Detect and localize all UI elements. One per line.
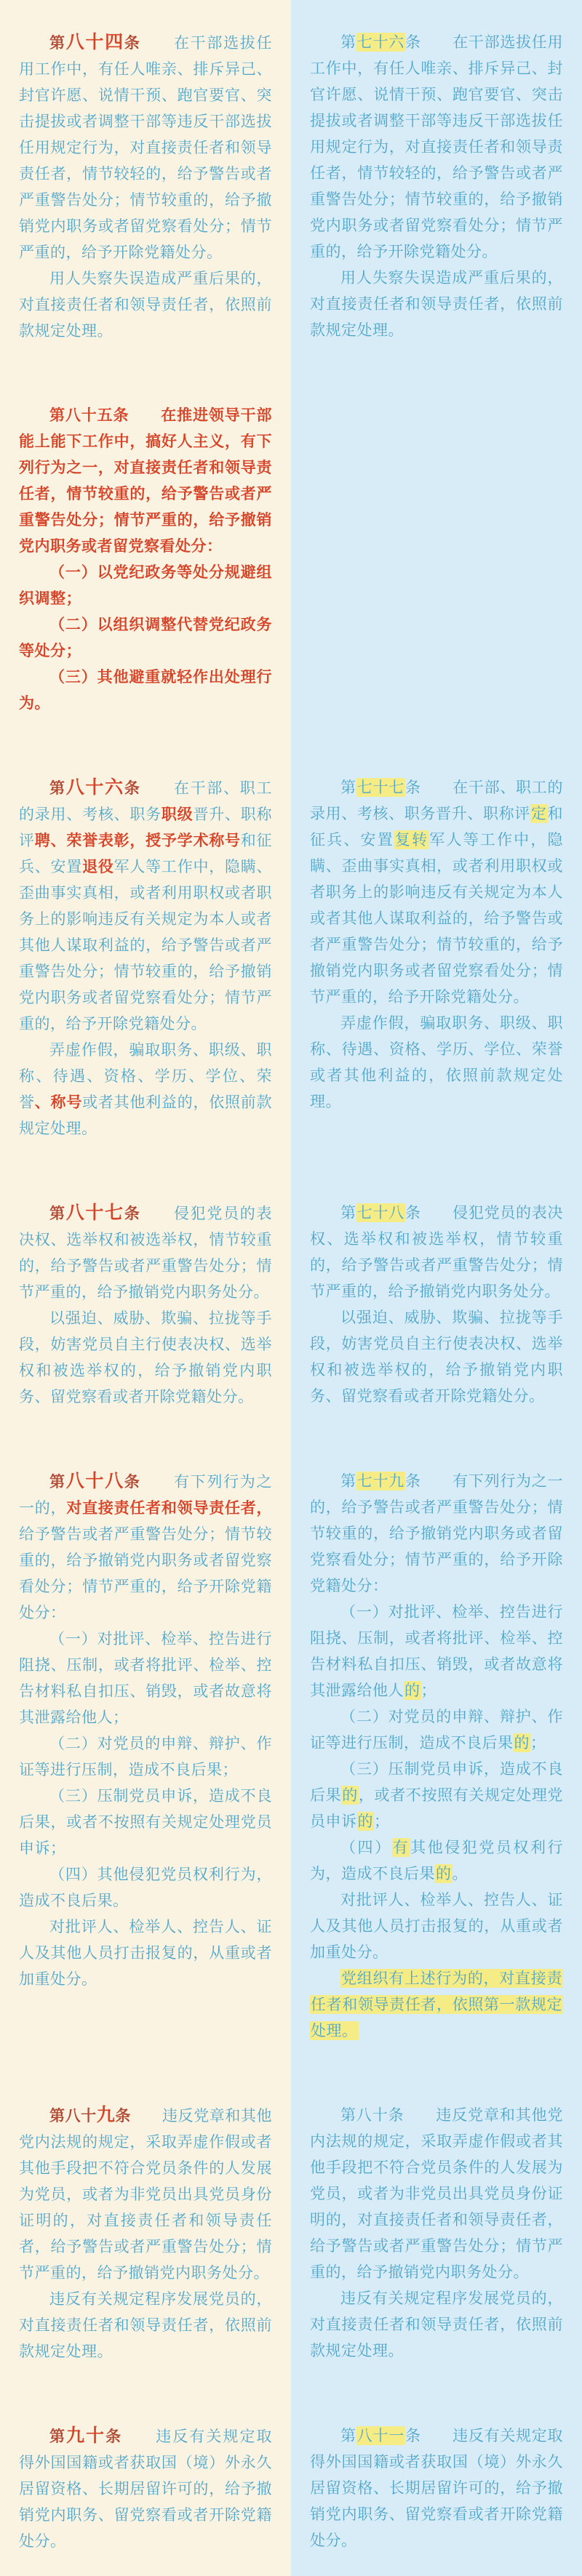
text-segment-article-header-number-bright-red-bold-large: 九: [96, 2104, 116, 2125]
text-segment-normal-teal-text: 在干部选拔任用工作中，有任人唯亲、排斥异己、封官许愿、说情干预、跑官要官、突击提拔或者调整干部等违反干部选拔任用规定行为，对直接责任者和领导责任者，情节较轻的，给予警告或者严重警告处分；情节较重的，给予撤销党内职务或者留党察看处分；情节严重的，给予开除党籍处分。: [19, 34, 273, 261]
text-segment-normal-teal-text: （一）对批评、检举、控告进行阻挠、压制，或者将批评、检举、控告材料私自扣压、销毁，或者故意将其泄露给他人；: [19, 1630, 272, 1726]
new-regulation-article: [0, 2102, 291, 2364]
paragraph: [19, 2286, 272, 2364]
text-segment-revision-addition-red-bold: 第八十五条 在推进领导干部能上能下工作中，搞好人主义，有下列行为之一，对直接责任者和领导责任者，情节较重的，给予警告或者严重警告处分；情节严重的，给予撤销党内职务或者留党察看处分：: [19, 406, 272, 555]
text-segment-normal-teal-text: ，或者不按照有关规定处理党员申诉: [310, 1786, 564, 1830]
text-segment-normal-teal-text: 侵犯党员的表决权、选举权和被选举权，情节较重的，给予警告或者严重警告处分；情节严重的，给予撤销党内职务处分。: [19, 1205, 273, 1301]
text-segment-normal-teal-text: 第: [340, 779, 356, 796]
paragraph: [310, 774, 563, 1010]
paragraph: [310, 2285, 563, 2364]
text-segment-revision-addition-red-bold: （二）以组织调整代替党纪政务等处分；: [19, 616, 272, 659]
text-segment-normal-teal-text: 弄虚作假，骗取职务、职级、职称、待遇、资格、学历、学位、荣誉: [19, 1041, 272, 1111]
paragraph: [19, 29, 272, 265]
text-segment-article-header-dark-red-bold: 条: [124, 34, 141, 52]
text-segment-article-header-dark-red-bold: 第八十: [49, 2107, 97, 2124]
text-segment-article-header-dark-red-bold: 条: [115, 2107, 131, 2124]
text-segment-yellow-highlighted-teal-text: 七十九: [356, 1472, 404, 1490]
paragraph: [19, 611, 272, 664]
text-segment-article-header-dark-red-bold: 第: [49, 1473, 66, 1490]
text-segment-normal-teal-text: 和征兵、安置: [310, 805, 564, 848]
text-segment-normal-teal-text: 其他侵犯党员权利行为，造成不良后果: [310, 1839, 564, 1882]
paragraph: [310, 2423, 563, 2553]
text-segment-normal-teal-text: （一）对批评、检举、控告进行阻挠、压制，或者将批评、检举、控告材料私自扣压、销毁，或者故意将其泄露给他人: [310, 1603, 563, 1699]
text-segment-article-header-dark-red-bold: 条: [105, 2428, 123, 2445]
new-regulation-article: [0, 1200, 291, 1410]
text-segment-yellow-highlighted-teal-text: 党组织有上述行为的，对直接责任者和领导责任者，依照第一款规定处理。: [311, 1970, 562, 2039]
text-segment-normal-teal-text: 以强迫、威胁、欺骗、拉拢等手段，妨害党员自主行使表决权、选举权和被选举权的，给予撤销党内职务、留党察看或者开除党籍处分。: [310, 1309, 563, 1405]
new-regulation-article: [0, 29, 291, 344]
text-segment-normal-teal-text: 对批评人、检举人、控告人、证人及其他人员打击报复的，从重或者加重处分。: [310, 1891, 563, 1961]
paragraph: [19, 774, 272, 1037]
paragraph: [19, 2102, 272, 2286]
text-segment-article-header-dark-red-bold: 条: [124, 779, 141, 797]
comparison-row: [0, 402, 582, 716]
text-segment-yellow-highlighted-teal-text: 七十八: [356, 1204, 404, 1221]
text-segment-article-header-dark-red-bold: 第: [49, 34, 66, 52]
text-segment-article-header-number-bright-red-bold-large: 八十七: [65, 1202, 124, 1223]
text-segment-normal-teal-text: 晋升、职称评: [19, 806, 273, 849]
text-segment-revision-addition-red-bold: 、称号: [34, 1094, 83, 1111]
text-segment-normal-teal-text: 给予警告或者严重警告处分；情节较重的，给予撤销党内职务或者留党察看处分；情节严重的，给予开除党籍处分：: [19, 1525, 272, 1621]
text-segment-normal-teal-text: 第: [340, 1204, 356, 1221]
paragraph: [19, 1861, 272, 1914]
text-segment-article-header-number-bright-red-bold-large: 九十: [66, 2425, 106, 2446]
text-segment-normal-teal-text: （三）压制党员申诉，造成不良后果，或者不按照有关规定处理党员申诉；: [19, 1787, 272, 1857]
text-segment-article-header-dark-red-bold: 第: [49, 1205, 66, 1222]
paragraph: [310, 1834, 563, 1887]
text-segment-article-header-dark-red-bold: 条: [124, 1473, 141, 1490]
text-segment-yellow-highlighted-teal-text: 定: [530, 805, 547, 822]
text-segment-normal-teal-text: 和征兵、安置: [19, 832, 273, 875]
text-segment-normal-teal-text: 军人等工作中，隐瞒、歪曲事实真相，或者利用职权或者职务上的影响违反有关规定为本人或者其他人谋取利益的，给予警告或者严重警告处分；情节较重的，给予撤销党内职务或者留党察看处分；情节严重的，给予开除党籍处分。: [19, 858, 273, 1032]
text-segment-revision-addition-red-bold: （一）以党纪政务等处分规避组织调整；: [19, 563, 272, 607]
old-regulation-article: [291, 2102, 582, 2364]
old-regulation-article: [291, 1468, 582, 2044]
paragraph: [310, 1756, 563, 1834]
text-segment-article-header-dark-red-bold: 第: [49, 779, 66, 797]
text-segment-normal-teal-text: 条 违反有关规定取得外国国籍或者获取国（境）外永久居留资格、长期居留许可的，给予撤销党内职务、留党察看或者开除党籍处分。: [310, 2427, 564, 2549]
comparison-row: [0, 29, 582, 344]
text-segment-normal-teal-text: 违反有关规定程序发展党员的，对直接责任者和领导责任者，依照前款规定处理。: [310, 2290, 563, 2359]
text-segment-normal-teal-text: 违反有关规定程序发展党员的，对直接责任者和领导责任者，依照前款规定处理。: [19, 2290, 272, 2360]
text-segment-normal-teal-text: 。: [452, 1865, 468, 1882]
text-segment-yellow-highlighted-teal-text: 七十七: [356, 779, 404, 796]
text-segment-normal-teal-text: （四）其他侵犯党员权利行为，造成不良后果。: [19, 1866, 272, 1909]
text-segment-yellow-highlighted-teal-text: 的: [357, 1813, 373, 1830]
text-segment-normal-teal-text: 军人等工作中，隐瞒、歪曲事实真相，或者利用职权或者职务上的影响违反有关规定为本人或者其他人谋取利益的，给予警告或者严重警告处分；情节较重的，给予撤销党内职务或者留党察看处分；情节严重的，给予开除党籍处分。: [310, 831, 564, 1006]
paragraph: [310, 1887, 563, 1965]
comparison-row: [0, 1200, 582, 1410]
text-segment-normal-teal-text: 违反党章和其他党内法规的规定，采取弄虚作假或者其他手段把不符合党员条件的人发展为党员，或者为非党员出具党员身份证明的，对直接责任者和领导责任者，给予警告或者严重警告处分；情节严重的，给予撤销党内职务处分。: [19, 2107, 272, 2282]
text-segment-yellow-highlighted-teal-text: 的: [404, 1682, 420, 1699]
paragraph: [19, 1037, 272, 1141]
comparison-row: [0, 1468, 582, 2044]
text-segment-normal-teal-text: 第八十条 违反党章和其他党内法规的规定，采取弄虚作假或者其他手段把不符合党员条件的人发展为党员，或者为非党员出具党员身份证明的，对直接责任者和领导责任者，给予警告或者严重警告处分；情节严重的，给予撤销党内职务处分。: [310, 2106, 563, 2281]
text-segment-yellow-highlighted-teal-text: 有: [392, 1839, 410, 1856]
text-segment-normal-teal-text: 第: [340, 33, 356, 51]
text-segment-normal-teal-text: 有下列行为之一的，: [19, 1473, 273, 1517]
text-segment-yellow-highlighted-teal-text: 的: [342, 1786, 358, 1804]
text-segment-normal-teal-text: 或者其他利益的，依照前款规定处理。: [19, 1094, 273, 1137]
paragraph: [310, 265, 563, 343]
text-segment-normal-teal-text: 违反有关规定取得外国国籍或者获取国（境）外永久居留资格、长期居留许可的，给予撤销党内职务、留党察看或者开除党籍处分。: [19, 2428, 273, 2550]
paragraph: [310, 1010, 563, 1115]
text-segment-normal-teal-text: （二）对党员的申辩、辩护、作证等进行压制，造成不良后果；: [19, 1735, 272, 1778]
text-segment-normal-teal-text: 弄虚作假，骗取职务、职级、职称、待遇、资格、学历、学位、荣誉或者其他利益的，依照前款规定处理。: [310, 1014, 563, 1110]
text-segment-normal-teal-text: 第: [340, 2427, 356, 2444]
text-segment-yellow-highlighted-teal-text: 的: [436, 1865, 452, 1882]
text-segment-article-header-number-bright-red-bold-large: 八十四: [65, 31, 124, 52]
text-segment-normal-teal-text: ；: [420, 1682, 436, 1699]
paragraph: [310, 1304, 563, 1409]
text-segment-revision-addition-red-bold: 聘、荣誉表彰，授予学术称号: [34, 832, 241, 849]
text-segment-normal-teal-text: 在干部、职工的录用、考核、职务: [19, 779, 273, 823]
old-regulation-article: [291, 29, 582, 343]
paragraph: [310, 1599, 563, 1704]
text-segment-normal-teal-text: 条 在干部、职工的录用、考核、职务晋升、职称评: [310, 779, 564, 822]
comparison-row: [0, 2423, 582, 2554]
new-regulation-article: [0, 1468, 291, 1992]
paragraph: [19, 1783, 272, 1861]
paragraph: [19, 1468, 272, 1626]
text-segment-yellow-highlighted-teal-text: 复转: [394, 831, 429, 848]
paragraph: [310, 2102, 563, 2285]
text-segment-normal-teal-text: （二）对党员的申辩、辩护、作证等进行压制，造成不良后果: [310, 1708, 563, 1752]
text-segment-yellow-highlighted-teal-text: 的: [514, 1734, 530, 1752]
text-segment-normal-teal-text: 条 在干部选拔任用工作中，有任人唯亲、排斥异己、封官许愿、说情干预、跑官要官、突击提拔或者调整干部等违反干部选拔任用规定行为，对直接责任者和领导责任者，情节较轻的，给予警告或者严重警告处分；情节较重的，给予撤销党内职务或者留党察看处分；情节严重的，给予开除党籍处分。: [310, 33, 564, 260]
paragraph: [19, 1914, 272, 1992]
paragraph: [19, 1626, 272, 1730]
paragraph: [19, 402, 272, 559]
paragraph: [19, 664, 272, 716]
comparison-row: [0, 774, 582, 1141]
text-segment-normal-teal-text: ；: [374, 1813, 390, 1830]
text-segment-article-header-number-bright-red-bold-large: 八十八: [65, 1470, 124, 1491]
paragraph: [310, 29, 563, 265]
new-regulation-article: [0, 774, 291, 1141]
paragraph: [19, 1200, 272, 1305]
text-segment-revision-addition-red-bold: 对直接责任者和领导责任者，: [66, 1499, 273, 1517]
text-segment-revision-addition-red-bold: 退役: [82, 858, 114, 875]
text-segment-article-header-number-bright-red-bold-large: 八十六: [65, 777, 124, 798]
text-segment-normal-teal-text: 用人失察失误造成严重后果的，对直接责任者和领导责任者，依照前款规定处理。: [19, 270, 272, 340]
text-segment-revision-addition-red-bold: 职级: [161, 806, 194, 823]
text-segment-article-header-dark-red-bold: 条: [124, 1205, 141, 1222]
paragraph: [19, 2423, 272, 2554]
text-segment-yellow-highlighted-teal-text: 七十六: [356, 33, 404, 51]
text-segment-article-header-dark-red-bold: 第: [49, 2428, 67, 2445]
text-segment-yellow-highlighted-teal-text: 八十一: [356, 2427, 404, 2444]
text-segment-normal-teal-text: 第: [340, 1472, 356, 1490]
new-regulation-article: [0, 402, 291, 716]
text-segment-normal-teal-text: 对批评人、检举人、控告人、证人及其他人员打击报复的，从重或者加重处分。: [19, 1918, 272, 1988]
paragraph: [19, 1305, 272, 1410]
paragraph: [310, 1704, 563, 1756]
new-regulation-article: [0, 2423, 291, 2554]
text-segment-normal-teal-text: 条 侵犯党员的表决权、选举权和被选举权，情节较重的，给予警告或者严重警告处分；情节严重的，给予撤销党内职务处分。: [310, 1204, 564, 1300]
paragraph: [19, 559, 272, 611]
text-segment-normal-teal-text: 用人失察失误造成严重后果的，对直接责任者和领导责任者，依照前款规定处理。: [310, 269, 563, 339]
old-regulation-article: [291, 2423, 582, 2553]
paragraph: [310, 1200, 563, 1304]
text-segment-normal-teal-text: 条 有下列行为之一的，给予警告或者严重警告处分；情节较重的，给予撤销党内职务或者留党察看处分；情节严重的，给予开除党籍处分：: [310, 1472, 564, 1594]
paragraph: [310, 1965, 563, 2044]
text-segment-normal-teal-text: （四）: [340, 1839, 392, 1856]
paragraph: [310, 1468, 563, 1599]
comparison-row: [0, 2102, 582, 2364]
paragraph: [19, 265, 272, 344]
text-segment-revision-addition-red-bold: （三）其他避重就轻作出处理行为。: [19, 668, 272, 712]
paragraph: [19, 1730, 272, 1783]
text-segment-normal-teal-text: 以强迫、威胁、欺骗、拉拢等手段，妨害党员自主行使表决权、选举权和被选举权的，给予撤销党内职务、留党察看或者开除党籍处分。: [19, 1309, 272, 1405]
old-regulation-article: [291, 774, 582, 1115]
comparison-rows: [0, 29, 582, 2554]
old-regulation-article: [291, 1200, 582, 1409]
text-segment-normal-teal-text: ；: [530, 1734, 546, 1752]
text-segment-normal-teal-text: （三）压制党员申诉，造成不良后果: [310, 1760, 563, 1804]
